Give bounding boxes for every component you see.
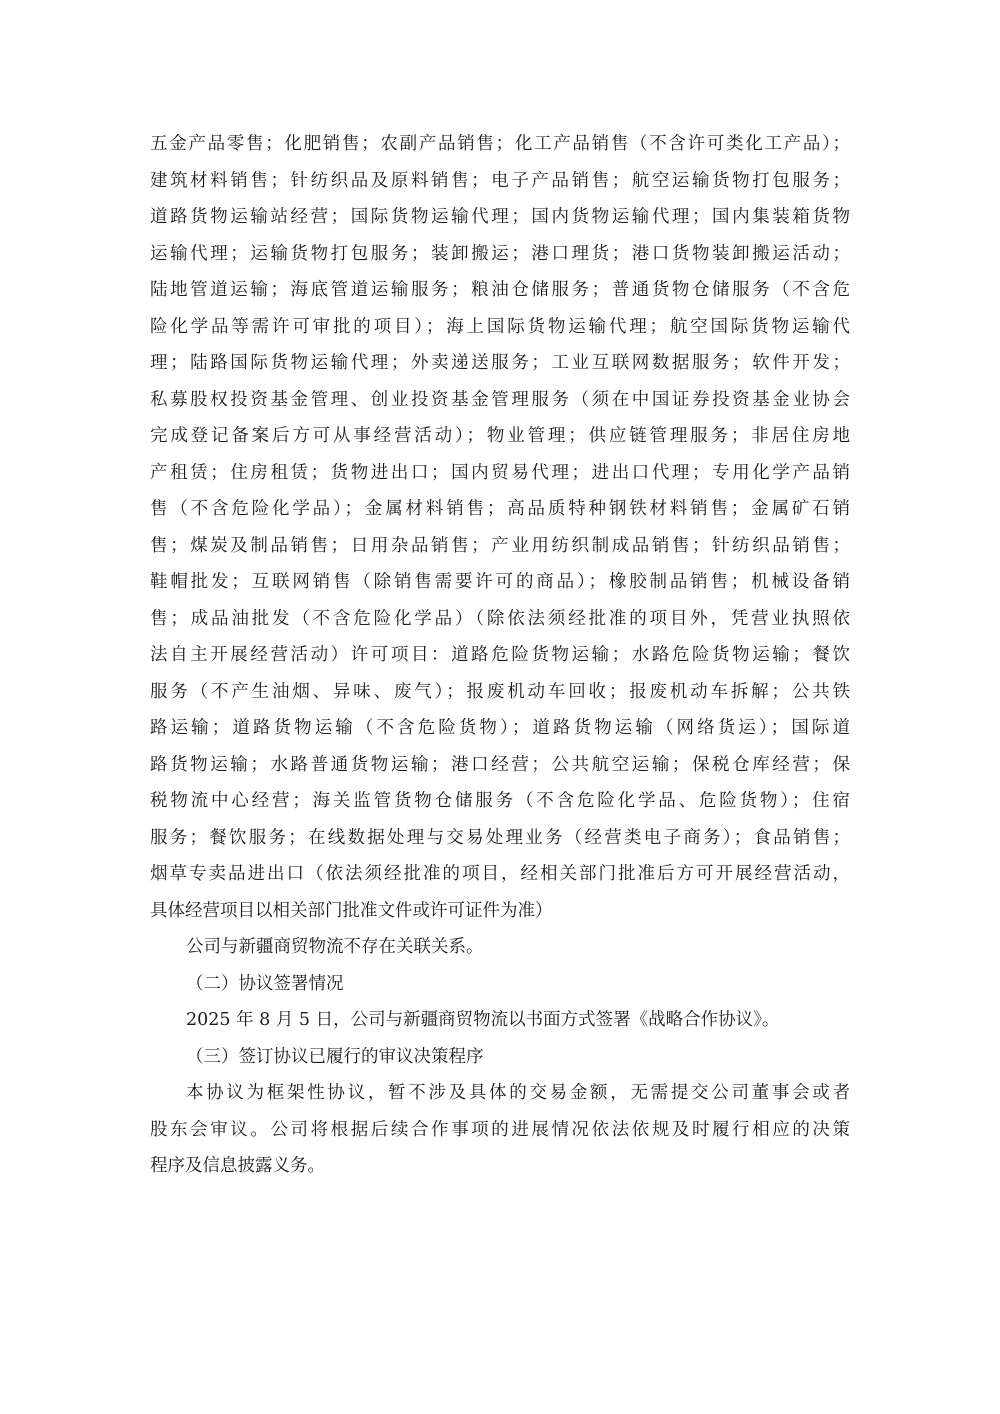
text-line: 路货物运输；水路普通货物运输；港口经营；公共航空运输；保税仓库经营；保 xyxy=(150,754,850,775)
text-line: 五金产品零售；化肥销售；农副产品销售；化工产品销售（不含许可类化工产品）； xyxy=(150,134,850,154)
text-line: 售；成品油批发（不含危险化学品）（除依法须经批准的项目外，凭营业执照依 xyxy=(150,608,850,629)
text-line: 鞋帽批发；互联网销售（除销售需要许可的商品）；橡胶制品销售；机械设备销 xyxy=(150,572,850,592)
text-line: 烟草专卖品进出口（依法须经批准的项目，经相关部门批准后方可开展经营活动， xyxy=(150,864,850,884)
text-line: 法自主开展经营活动）许可项目：道路危险货物运输；水路危险货物运输；餐饮 xyxy=(150,645,850,665)
relation-statement: 公司与新疆商贸物流不存在关联关系。 xyxy=(186,937,484,957)
text-line: 售；煤炭及制品销售；日用杂品销售；产业用纺织制成品销售；针纺织品销售； xyxy=(150,535,850,556)
text-line: 险化学品等需许可审批的项目）；海上国际货物运输代理；航空国际货物运输代 xyxy=(150,316,850,337)
document-page xyxy=(150,126,850,1185)
section-three-paragraph xyxy=(150,1075,850,1185)
business-scope-paragraph xyxy=(150,126,850,929)
text-line: 程序及信息披露义务。 xyxy=(150,1156,325,1176)
section-two-heading: （二）协议签署情况 xyxy=(186,973,344,994)
text-line: 本协议为框架性协议，暂不涉及具体的交易金额，无需提交公司董事会或者 xyxy=(186,1083,850,1103)
text-line: 理；陆路国际货物运输代理；外卖递送服务；工业互联网数据服务；软件开发； xyxy=(150,353,850,373)
text-line: 服务；餐饮服务；在线数据处理与交易处理业务（经营类电子商务）；食品销售； xyxy=(150,827,850,848)
section-three-heading: （三）签订协议已履行的审议决策程序 xyxy=(186,1046,484,1067)
text-line: 股东会审议。公司将根据后续合作事项的进展情况依法依规及时履行相应的决策 xyxy=(150,1119,850,1140)
text-line: 建筑材料销售；针纺织品及原料销售；电子产品销售；航空运输货物打包服务； xyxy=(150,170,850,191)
text-line: 陆地管道运输；海底管道运输服务；粮油仓储服务；普通货物仓储服务（不含危 xyxy=(150,280,850,300)
text-line: 具体经营项目以相关部门批准文件或许可证件为准） xyxy=(150,900,553,921)
text-line: 私募股权投资基金管理、创业投资基金管理服务（须在中国证券投资基金业协会 xyxy=(150,389,850,410)
text-line: 产租赁；住房租赁；货物进出口；国内贸易代理；进出口代理；专用化学产品销 xyxy=(150,462,850,483)
text-line: 完成登记备案后方可从事经营活动）；物业管理；供应链管理服务；非居住房地 xyxy=(150,426,850,446)
text-line: 路运输；道路货物运输（不含危险货物）；道路货物运输（网络货运）；国际道 xyxy=(150,718,850,738)
text-line: 售（不含危险化学品）；金属材料销售；高品质特种钢铁材料销售；金属矿石销 xyxy=(150,499,850,519)
text-line: 运输代理；运输货物打包服务；装卸搬运；港口理货；港口货物装卸搬运活动； xyxy=(150,243,850,264)
text-line: 税物流中心经营；海关监管货物仓储服务（不含危险化学品、危险货物）；住宿 xyxy=(150,791,850,811)
text-line: 道路货物运输站经营；国际货物运输代理；国内货物运输代理；国内集装箱货物 xyxy=(150,207,850,227)
text-line: 服务（不产生油烟、异味、废气）；报废机动车回收；报废机动车拆解；公共铁 xyxy=(150,681,850,702)
section-two-body: 2025 年 8 月 5 日，公司与新疆商贸物流以书面方式签署《战略合作协议》。 xyxy=(186,1010,780,1030)
